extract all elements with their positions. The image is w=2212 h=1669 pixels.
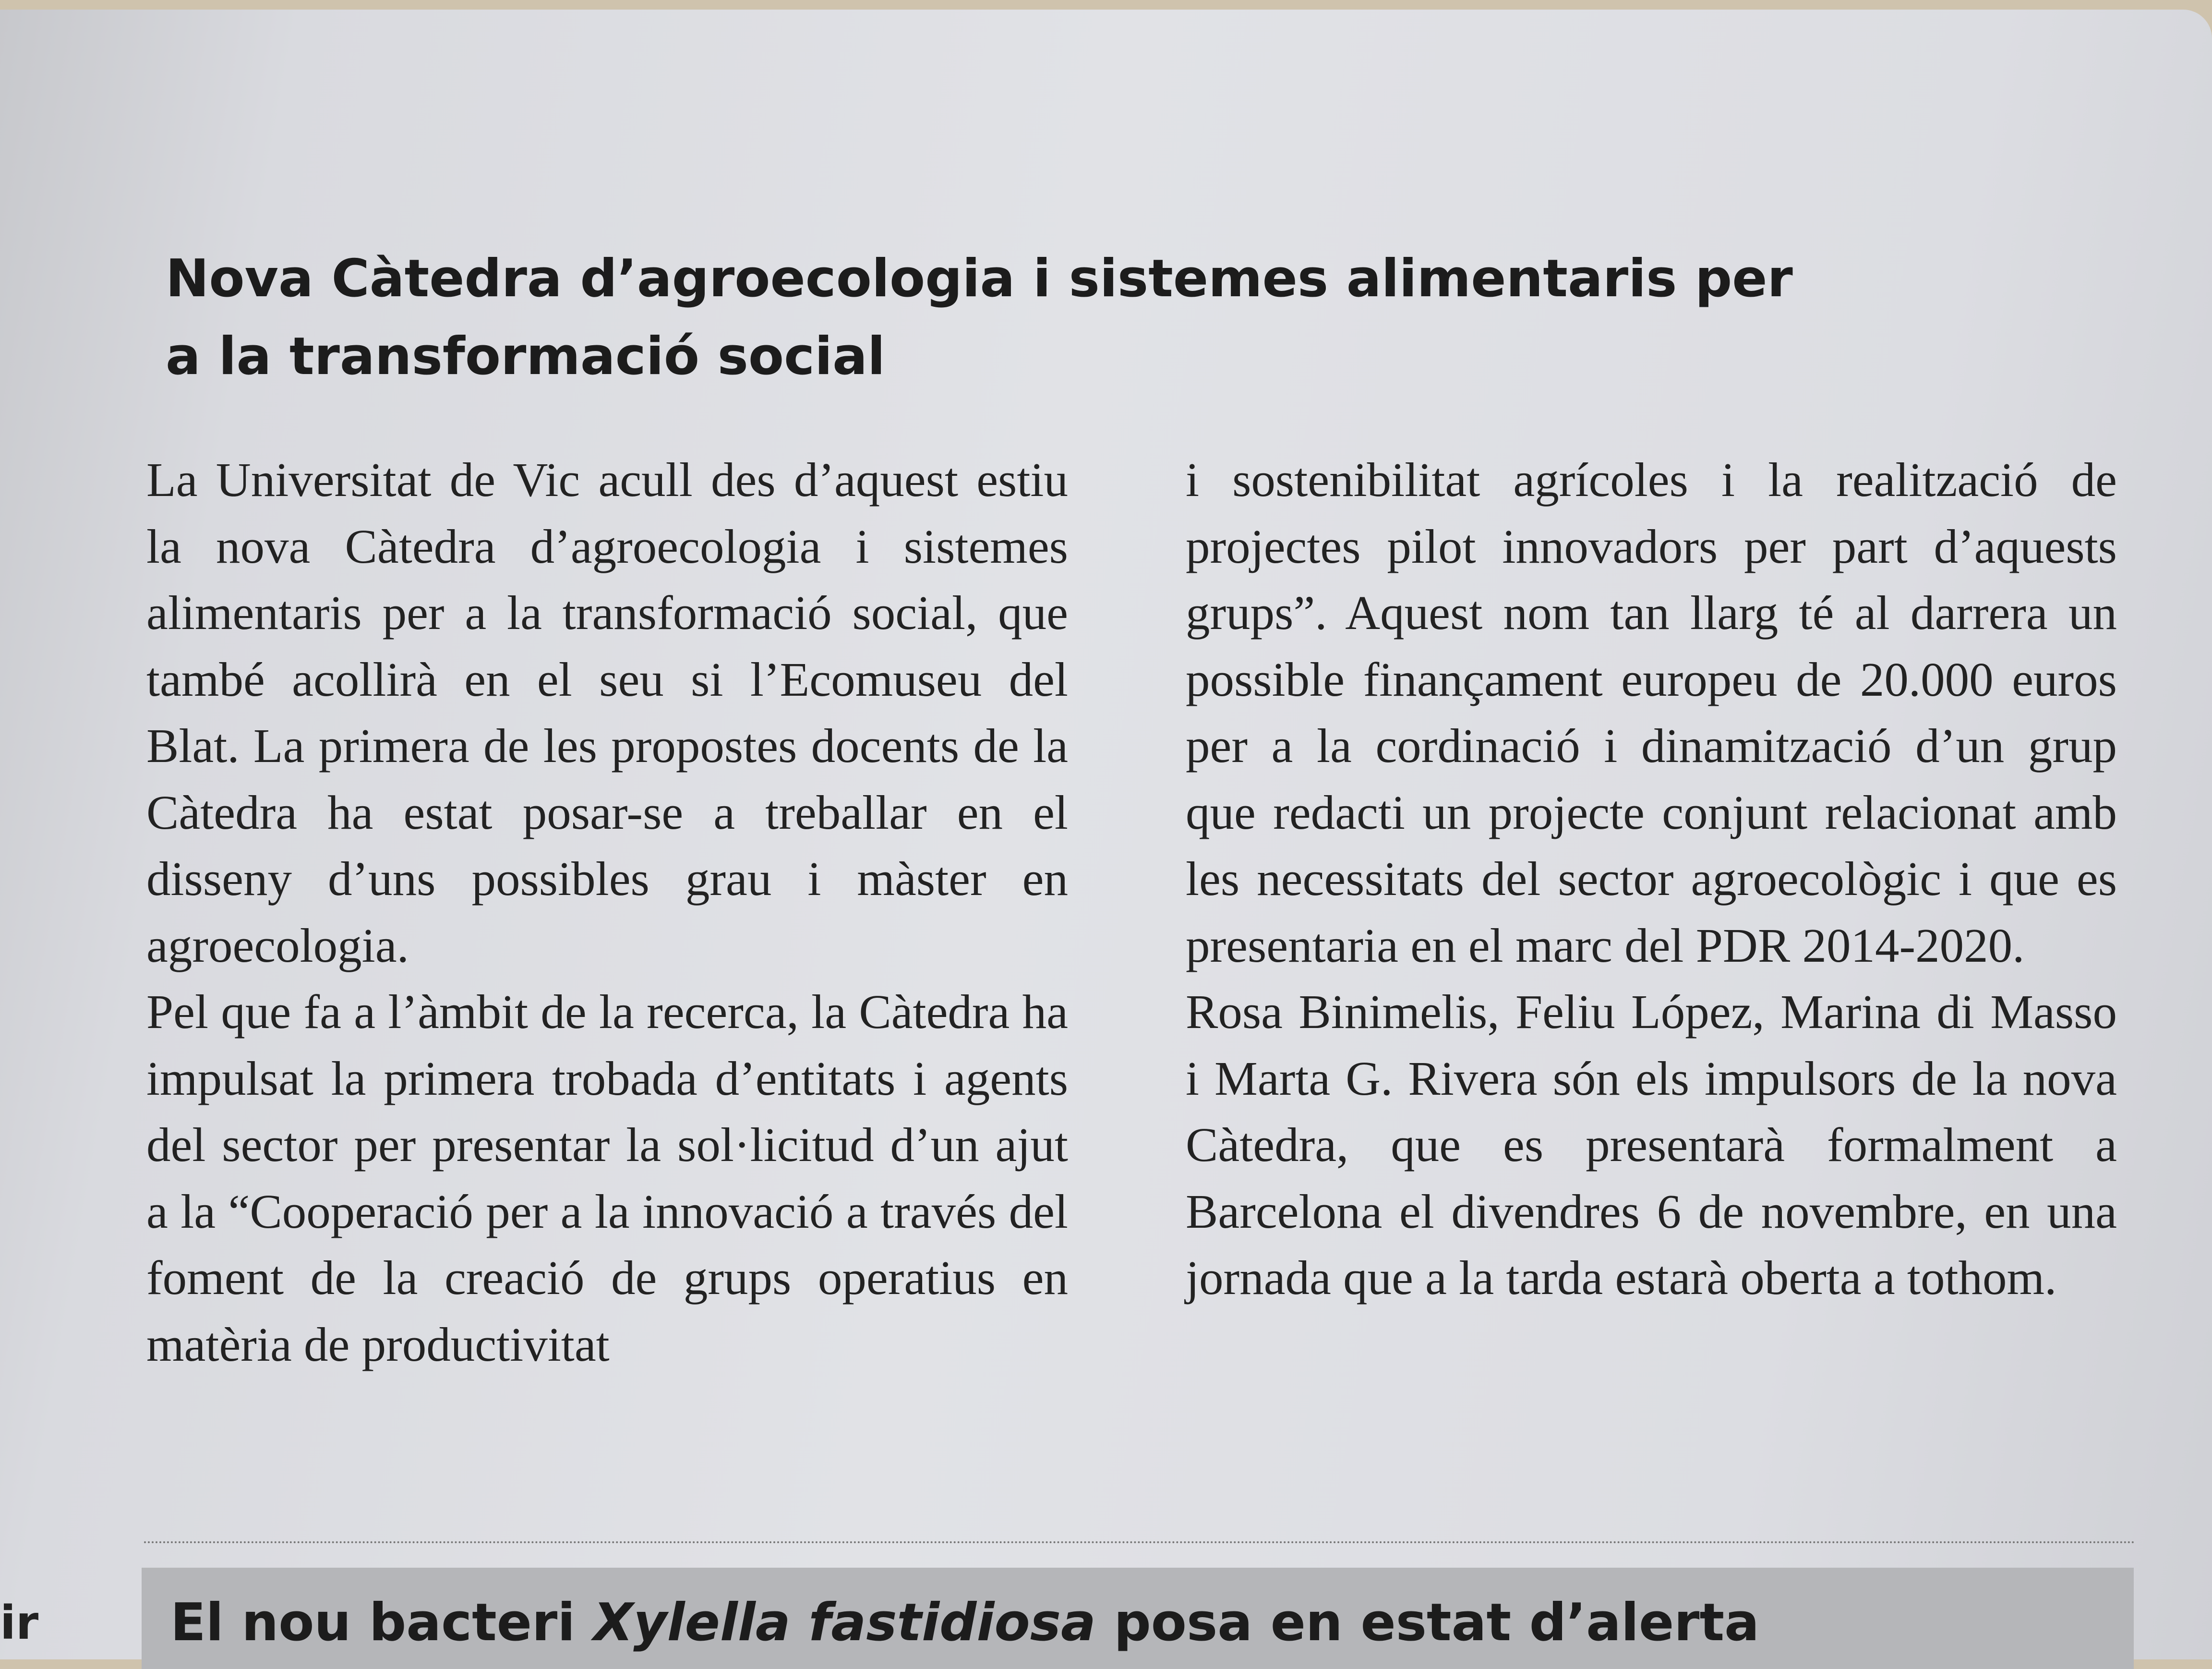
article-column-left bbox=[146, 447, 1068, 1503]
paragraph: i sostenibilitat agrícoles i la realització de projectes pilot innovadors per part d’aquests grups”. Aquest nom tan llarg té al darrera un possible finançament europeu de 20.000 euros per a la cordinació i dinamització d’un grup que redacti un projecte conjunt relacionat amb les necessitats del sector agroecològic i que es presentaria en el marc del PDR 2014-2020. bbox=[1186, 453, 2117, 972]
paragraph: La Universitat de Vic acull des d’aquest estiu la nova Càtedra d’agroecologia i sistemes alimentaris per a la transformació social, que també acollirà en el seu si l’Ecomuseu del Blat. La primera de les propostes docents de la Càtedra ha estat posar-se a treballar en el disseny d’uns possibles grau i màster en agroecologia. bbox=[146, 453, 1068, 972]
paragraph: Pel que fa a l’àmbit de la recerca, la Càtedra ha impulsat la primera trobada d’entitats i agents del sector per presentar la sol·licitud d’un ajut a la “Cooperació per a la innovació a través del foment de la creació de grups operatius en matèria de productivitat bbox=[146, 985, 1068, 1371]
paragraph: Rosa Binimelis, Feliu López, Marina di Masso i Marta G. Rivera són els impulsors de la nova Càtedra, que es presentarà formalment a Barcelona el divendres 6 de novembre, en una jornada que a la tarda estarà oberta a tothom. bbox=[1186, 985, 2117, 1305]
next-article-title-species: Xylella fastidiosa bbox=[593, 1593, 1096, 1653]
next-article-title-start: El nou bacteri bbox=[170, 1593, 593, 1653]
magazine-page bbox=[0, 10, 2212, 1659]
article-column-right bbox=[1186, 447, 2117, 1503]
next-article-title bbox=[170, 1584, 1759, 1661]
facing-page-fragment: ir bbox=[0, 1596, 39, 1650]
article-headline: Nova Càtedra d’agroecologia i sistemes alimentaris per a la transformació social bbox=[166, 249, 1793, 387]
section-divider bbox=[144, 1541, 2136, 1543]
next-article-title-end: posa en estat d’alerta bbox=[1095, 1593, 1759, 1653]
